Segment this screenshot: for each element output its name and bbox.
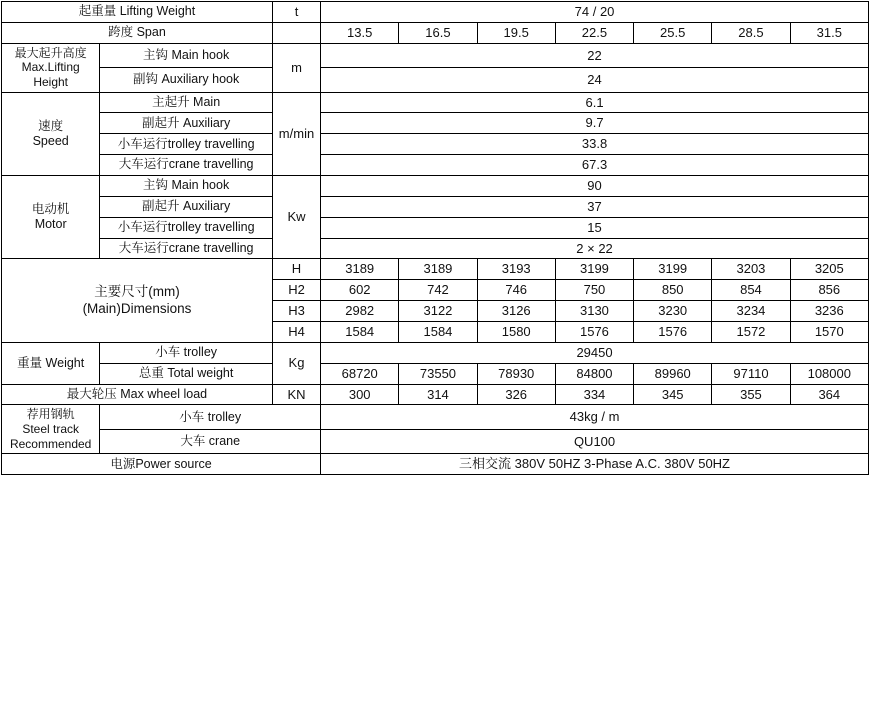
row-unit-max-lifting-height: m: [272, 43, 320, 92]
row-label-span: 跨度 Span: [2, 22, 273, 43]
group-label-steel-track-en1: Steel track: [22, 422, 80, 437]
group-label-weight: 重量 Weight: [2, 342, 100, 384]
row-value-motor-main: 90: [321, 176, 869, 197]
row-unit-max-wheel-load: KN: [272, 384, 320, 405]
weight-total-value-4: 84800: [555, 363, 633, 384]
row-unit-speed: m/min: [272, 92, 320, 175]
group-label-max-lifting-height-en1: Max.Lifting: [21, 60, 80, 75]
row-label-dimension-h4: H4: [272, 322, 320, 343]
row-unit-motor: Kw: [272, 176, 320, 259]
row-value-motor-trolley: 15: [321, 217, 869, 238]
max-wheel-load-value-1: 300: [321, 384, 399, 405]
row-value-lifting-weight: 74 / 20: [321, 2, 869, 23]
row-label-motor-auxiliary: 副起升 Auxiliary: [100, 196, 273, 217]
table-row-weight-total: [2, 363, 869, 384]
dimension-h3-value-2: 3122: [399, 301, 477, 322]
row-label-auxiliary-hook-height: 副钩 Auxiliary hook: [100, 68, 273, 92]
group-label-steel-track: [2, 405, 100, 454]
table-row-speed-trolley: [2, 134, 869, 155]
table-row-weight-trolley: [2, 342, 869, 363]
max-wheel-load-value-7: 364: [790, 384, 868, 405]
row-label-max-wheel-load: 最大轮压 Max wheel load: [2, 384, 273, 405]
weight-total-value-6: 97110: [712, 363, 790, 384]
dimension-h-value-2: 3189: [399, 259, 477, 280]
dimension-h3-value-7: 3236: [790, 301, 868, 322]
max-wheel-load-value-6: 355: [712, 384, 790, 405]
row-value-steel-track-crane: QU100: [321, 429, 869, 453]
row-label-motor-crane: 大车运行crane travelling: [100, 238, 273, 259]
table-row-steel-track-crane: [2, 429, 869, 453]
weight-total-value-5: 89960: [634, 363, 712, 384]
dimension-h2-value-5: 850: [634, 280, 712, 301]
dimension-h-value-7: 3205: [790, 259, 868, 280]
row-value-main-hook-height: 22: [321, 43, 869, 67]
dimension-h2-value-7: 856: [790, 280, 868, 301]
dimension-h4-value-6: 1572: [712, 322, 790, 343]
dimension-h-value-3: 3193: [477, 259, 555, 280]
table-row-speed-crane: [2, 155, 869, 176]
dimension-h3-value-4: 3130: [555, 301, 633, 322]
table-row-dimension-h: [2, 259, 869, 280]
row-value-power-source: 三相交流 380V 50HZ 3-Phase A.C. 380V 50HZ: [321, 454, 869, 475]
row-value-speed-main: 6.1: [321, 92, 869, 113]
span-value-3: 19.5: [477, 22, 555, 43]
row-label-speed-auxiliary: 副起升 Auxiliary: [100, 113, 273, 134]
group-label-motor: [2, 176, 100, 259]
dimension-h4-value-1: 1584: [321, 322, 399, 343]
weight-total-value-7: 108000: [790, 363, 868, 384]
max-wheel-load-value-4: 334: [555, 384, 633, 405]
span-value-5: 25.5: [634, 22, 712, 43]
dimension-h2-value-6: 854: [712, 280, 790, 301]
dimension-h2-value-3: 746: [477, 280, 555, 301]
table-row-speed-main: [2, 92, 869, 113]
row-unit-lifting-weight: t: [272, 2, 320, 23]
table-row-speed-auxiliary: [2, 113, 869, 134]
dimension-h-value-1: 3189: [321, 259, 399, 280]
row-label-weight-trolley: 小车 trolley: [100, 342, 273, 363]
dimension-h3-value-6: 3234: [712, 301, 790, 322]
row-unit-weight: Kg: [272, 342, 320, 384]
row-value-motor-auxiliary: 37: [321, 196, 869, 217]
dimension-h4-value-3: 1580: [477, 322, 555, 343]
span-value-1: 13.5: [321, 22, 399, 43]
row-label-speed-crane: 大车运行crane travelling: [100, 155, 273, 176]
row-value-steel-track-trolley: 43kg / m: [321, 405, 869, 429]
row-label-speed-trolley: 小车运行trolley travelling: [100, 134, 273, 155]
group-label-motor-cn: 电动机: [31, 202, 70, 216]
table-row-motor-auxiliary: [2, 196, 869, 217]
row-value-speed-auxiliary: 9.7: [321, 113, 869, 134]
row-label-steel-track-trolley: 小车 trolley: [100, 405, 321, 429]
weight-total-value-2: 73550: [399, 363, 477, 384]
row-value-motor-crane: 2 × 22: [321, 238, 869, 259]
group-label-steel-track-cn: 荐用钢轨: [26, 407, 75, 422]
table-row-steel-track-trolley: [2, 405, 869, 429]
row-unit-span: [272, 22, 320, 43]
weight-total-value-3: 78930: [477, 363, 555, 384]
table-row-motor-trolley: [2, 217, 869, 238]
max-wheel-load-value-2: 314: [399, 384, 477, 405]
table-row-motor-main: [2, 176, 869, 197]
dimension-h3-value-3: 3126: [477, 301, 555, 322]
span-value-6: 28.5: [712, 22, 790, 43]
span-value-4: 22.5: [555, 22, 633, 43]
row-label-speed-main: 主起升 Main: [100, 92, 273, 113]
max-wheel-load-value-5: 345: [634, 384, 712, 405]
group-label-speed-cn: 速度: [38, 118, 64, 133]
row-label-main-hook-height: 主钩 Main hook: [100, 43, 273, 67]
dimension-h4-value-2: 1584: [399, 322, 477, 343]
max-wheel-load-value-3: 326: [477, 384, 555, 405]
table-row-max-lifting-height-auxiliary: [2, 68, 869, 92]
group-label-dimensions: [2, 259, 273, 342]
group-label-dimensions-en: (Main)Dimensions: [82, 300, 192, 316]
dimension-h3-value-5: 3230: [634, 301, 712, 322]
row-label-weight-total: 总重 Total weight: [100, 363, 273, 384]
row-label-steel-track-crane: 大车 crane: [100, 429, 321, 453]
table-row-max-lifting-height-main: [2, 43, 869, 67]
group-label-max-lifting-height: [2, 43, 100, 92]
group-label-speed: [2, 92, 100, 175]
row-label-dimension-h: H: [272, 259, 320, 280]
dimension-h4-value-7: 1570: [790, 322, 868, 343]
crane-specification-table: [1, 1, 869, 475]
dimension-h-value-5: 3199: [634, 259, 712, 280]
table-row-power-source: [2, 454, 869, 475]
row-label-lifting-weight: 起重量 Lifting Weight: [2, 2, 273, 23]
row-value-weight-trolley: 29450: [321, 342, 869, 363]
group-label-max-lifting-height-cn: 最大起升高度: [14, 45, 87, 60]
row-label-dimension-h3: H3: [272, 301, 320, 322]
dimension-h3-value-1: 2982: [321, 301, 399, 322]
table-row-max-wheel-load: [2, 384, 869, 405]
group-label-steel-track-en2: Recommended: [9, 436, 92, 451]
row-value-speed-trolley: 33.8: [321, 134, 869, 155]
table-row-span: [2, 22, 869, 43]
span-value-7: 31.5: [790, 22, 868, 43]
dimension-h2-value-4: 750: [555, 280, 633, 301]
table-row-motor-crane: [2, 238, 869, 259]
group-label-max-lifting-height-en2: Height: [33, 74, 68, 89]
dimension-h2-value-2: 742: [399, 280, 477, 301]
group-label-speed-en: Speed: [32, 133, 69, 148]
row-value-speed-crane: 67.3: [321, 155, 869, 176]
row-label-power-source: 电源Power source: [2, 454, 321, 475]
group-label-dimensions-cn: 主要尺寸(mm): [94, 284, 180, 300]
dimension-h2-value-1: 602: [321, 280, 399, 301]
row-label-motor-trolley: 小车运行trolley travelling: [100, 217, 273, 238]
row-label-motor-main: 主钩 Main hook: [100, 176, 273, 197]
dimension-h4-value-5: 1576: [634, 322, 712, 343]
row-label-dimension-h2: H2: [272, 280, 320, 301]
weight-total-value-1: 68720: [321, 363, 399, 384]
group-label-motor-en: Motor: [34, 217, 67, 232]
row-value-auxiliary-hook-height: 24: [321, 68, 869, 92]
dimension-h4-value-4: 1576: [555, 322, 633, 343]
table-row-lifting-weight: [2, 2, 869, 23]
dimension-h-value-6: 3203: [712, 259, 790, 280]
span-value-2: 16.5: [399, 22, 477, 43]
dimension-h-value-4: 3199: [555, 259, 633, 280]
